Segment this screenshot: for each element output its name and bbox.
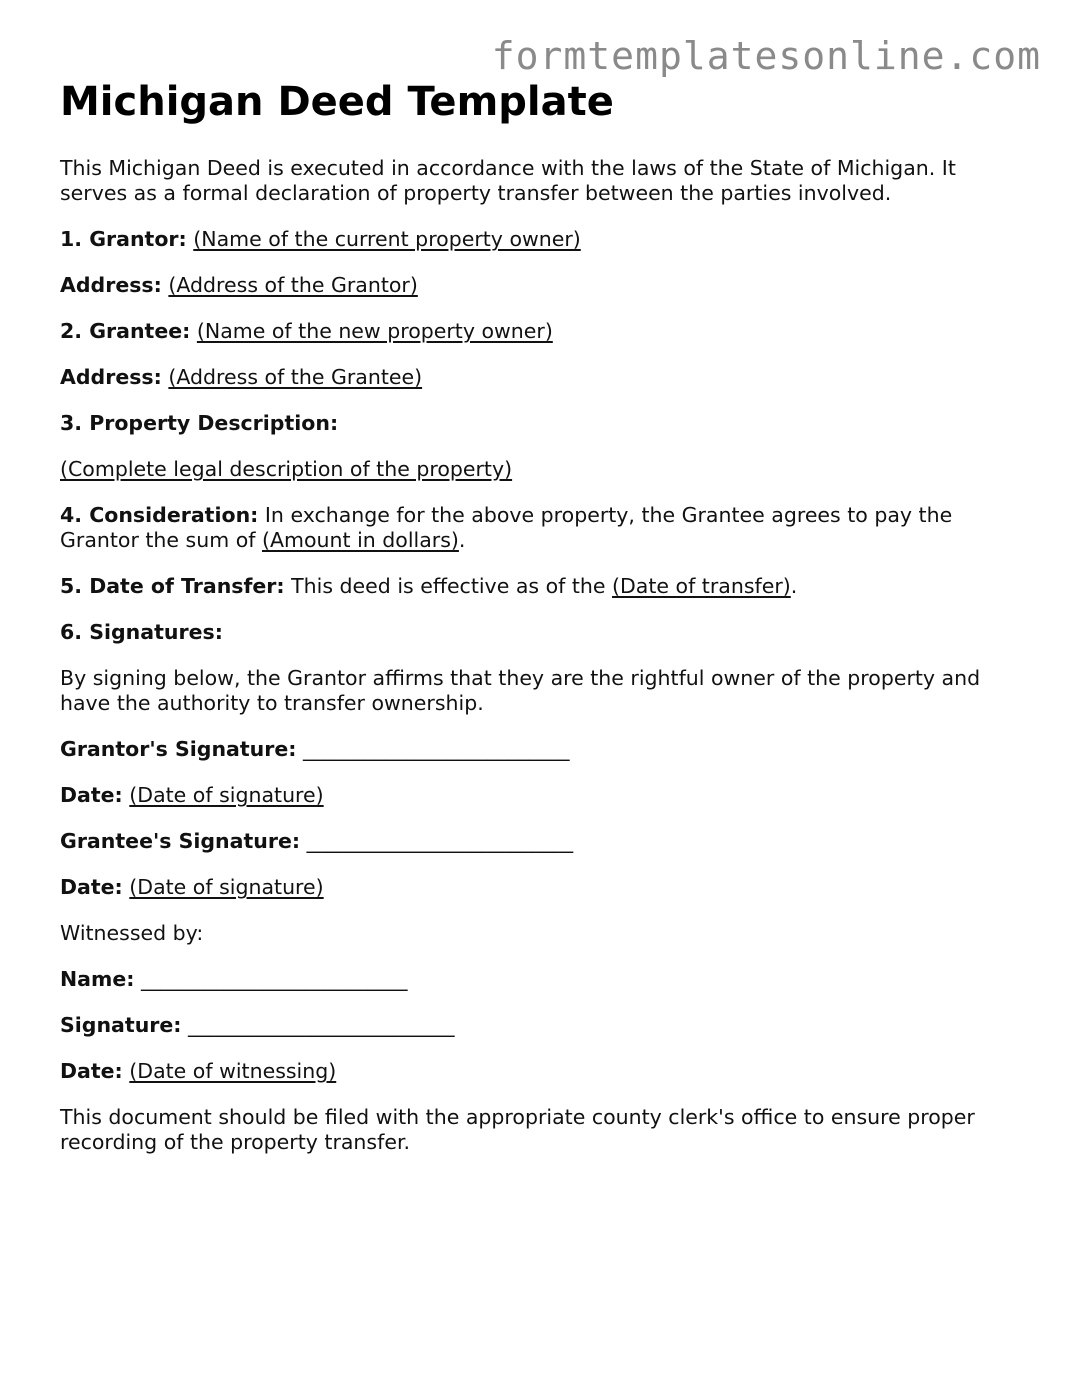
document-body (60, 76, 1020, 1176)
grantee-date-label: Date: (60, 875, 123, 899)
consideration-text: In exchange for the above property, the Grantee agrees to pay the Grantor the sum of (60, 503, 953, 552)
grantor-signature-line (60, 737, 1020, 762)
witness-signature-blank: __________________________ (188, 1013, 455, 1037)
witness-signature-line (60, 1013, 1020, 1038)
grantor-signature-blank: __________________________ (303, 737, 570, 761)
consideration-paragraph (60, 503, 1020, 553)
grantor-date-line (60, 783, 1020, 808)
closing-paragraph: This document should be filed with the appropriate county clerk's office to ensure proper recording of the property transfer. (60, 1105, 975, 1154)
witness-date-line (60, 1059, 1020, 1084)
grantee-signature-line (60, 829, 1020, 854)
grantee-address-line (60, 365, 1020, 390)
transfer-label: 5. Date of Transfer: (60, 574, 285, 598)
grantee-signature-blank: __________________________ (306, 829, 574, 853)
grantee-line (60, 319, 1020, 344)
consideration-end: . (458, 528, 466, 552)
property-description-field: (Complete legal description of the property) (60, 457, 513, 481)
witness-date-label: Date: (60, 1059, 123, 1083)
property-label: 3. Property Description: (60, 411, 339, 435)
grantor-address-label: Address: (60, 273, 162, 297)
grantor-signature-label: Grantor's Signature: (60, 737, 297, 761)
grantee-date-line (60, 875, 1020, 900)
witness-name-label: Name: (60, 967, 135, 991)
transfer-paragraph (60, 574, 1020, 599)
grantor-label: 1. Grantor: (60, 227, 187, 251)
property-description-line (60, 457, 1020, 482)
signatures-label: 6. Signatures: (60, 620, 223, 644)
witness-date-field: (Date of witnessing) (129, 1059, 337, 1083)
witness-signature-label: Signature: (60, 1013, 182, 1037)
consideration-label: 4. Consideration: (60, 503, 259, 527)
grantee-date-field: (Date of signature) (129, 875, 324, 899)
grantor-line (60, 227, 1020, 252)
grantor-field: (Name of the current property owner) (193, 227, 581, 251)
property-heading (60, 411, 1020, 436)
witness-name-line (60, 967, 1020, 992)
signatures-heading (60, 620, 1020, 645)
grantee-signature-label: Grantee's Signature: (60, 829, 301, 853)
grantee-field: (Name of the new property owner) (196, 319, 553, 343)
intro-paragraph: This Michigan Deed is executed in accordance with the laws of the State of Michigan. It serves as a formal declaration of property transfer between the parties involved. (60, 156, 956, 205)
page-title: Michigan Deed Template (60, 79, 614, 125)
grantor-date-field: (Date of signature) (129, 783, 324, 807)
grantor-address-line (60, 273, 1020, 298)
grantee-address-label: Address: (60, 365, 162, 389)
grantor-date-label: Date: (60, 783, 123, 807)
watermark: formtemplatesonline.com (491, 34, 1041, 78)
grantor-address-field: (Address of the Grantor) (168, 273, 418, 297)
transfer-text: This deed is effective as of the (284, 574, 613, 598)
grantee-label: 2. Grantee: (60, 319, 191, 343)
transfer-end: . (790, 574, 798, 598)
consideration-amount-field: (Amount in dollars) (262, 528, 459, 552)
transfer-date-field: (Date of transfer) (612, 574, 791, 598)
signatures-paragraph: By signing below, the Grantor affirms that they are the rightful owner of the property and have the authority to transfer ownership. (60, 666, 981, 715)
grantee-address-field: (Address of the Grantee) (168, 365, 423, 389)
witness-name-blank: __________________________ (140, 967, 408, 991)
witness-heading: Witnessed by: (60, 921, 204, 945)
